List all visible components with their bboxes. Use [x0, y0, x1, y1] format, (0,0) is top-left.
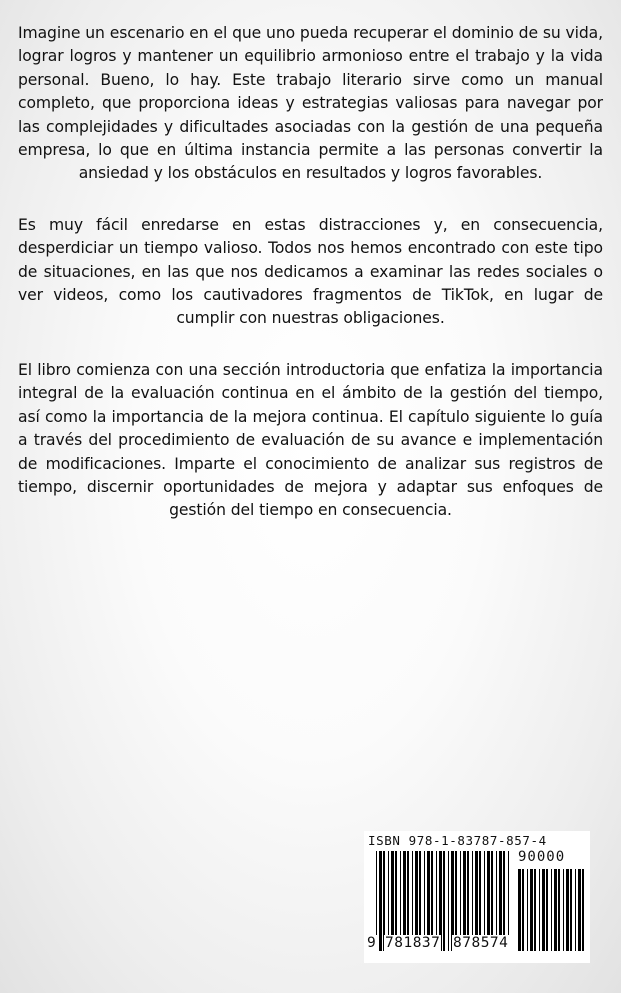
barcode-bar [578, 869, 581, 951]
barcode-bar [443, 851, 445, 951]
barcode-bar [534, 869, 536, 951]
barcode-digits-right: 878574 [453, 935, 509, 951]
barcode-digit-first: 9 [367, 935, 377, 951]
barcode-bar [558, 869, 560, 951]
barcode-bar [518, 869, 521, 951]
isbn-barcode-block [364, 831, 590, 963]
barcode-bar [546, 869, 548, 951]
price-code: 90000 [518, 849, 566, 865]
blurb-text [18, 22, 603, 551]
isbn-label: ISBN 978-1-83787-857-4 [368, 833, 547, 848]
blurb-paragraph-1: Imagine un escenario en el que uno pueda recuperar el dominio de su vida, lograr logros y mantener un equilibrio armonioso entre el trabajo y la vida personal. Bueno, lo hay. Este trabajo literario sirve como un manual completo, que proporciona ideas y estrategias valiosas para navegar por las complejidades y dificultades asociadas con la gestión de una pequeña empresa, lo que en última instancia permite a las personas convertir la ansiedad y los obstáculos en resultados y logros favorables. [18, 24, 603, 183]
barcode-bar [527, 869, 528, 951]
barcode-bar [530, 869, 533, 951]
barcode-bar [448, 851, 449, 951]
barcode-bar [542, 869, 545, 951]
barcode-digits-left: 781837 [385, 935, 441, 951]
barcode-bar [551, 869, 552, 951]
barcode-bar [582, 869, 584, 951]
barcode-bar [539, 869, 540, 951]
barcode-bar [379, 851, 382, 951]
barcode-bar [554, 869, 557, 951]
barcode-bar [522, 869, 524, 951]
barcode-bar [563, 869, 564, 951]
blurb-paragraph-3: El libro comienza con una sección introductoria que enfatiza la importancia integral de la evaluación continua en el ámbito de la gestión del tiempo, así como la importancia de la mejora continua. El capítulo siguiente lo guía a través del procedimiento de evaluación de su avance e implementación de modificaciones. Imparte el conocimiento de analizar sus registros de tiempo, discernir oportunidades de mejora y adaptar sus enfoques de gestión del tiempo en consecuencia. [18, 360, 603, 520]
barcode-bar [575, 869, 576, 951]
blurb-paragraph-2: Es muy fácil enredarse en estas distracciones y, en consecuencia, desperdiciar un tiempo valioso. Todos nos hemos encontrado con este tipo de situaciones, en las que nos dedicamos a examinar las redes sociales o ver videos, como los cautivadores fragmentos de TikTok, en lugar de cumplir con nuestras obligaciones. [18, 215, 603, 328]
barcode-bar [566, 869, 569, 951]
barcode-bar [570, 869, 572, 951]
